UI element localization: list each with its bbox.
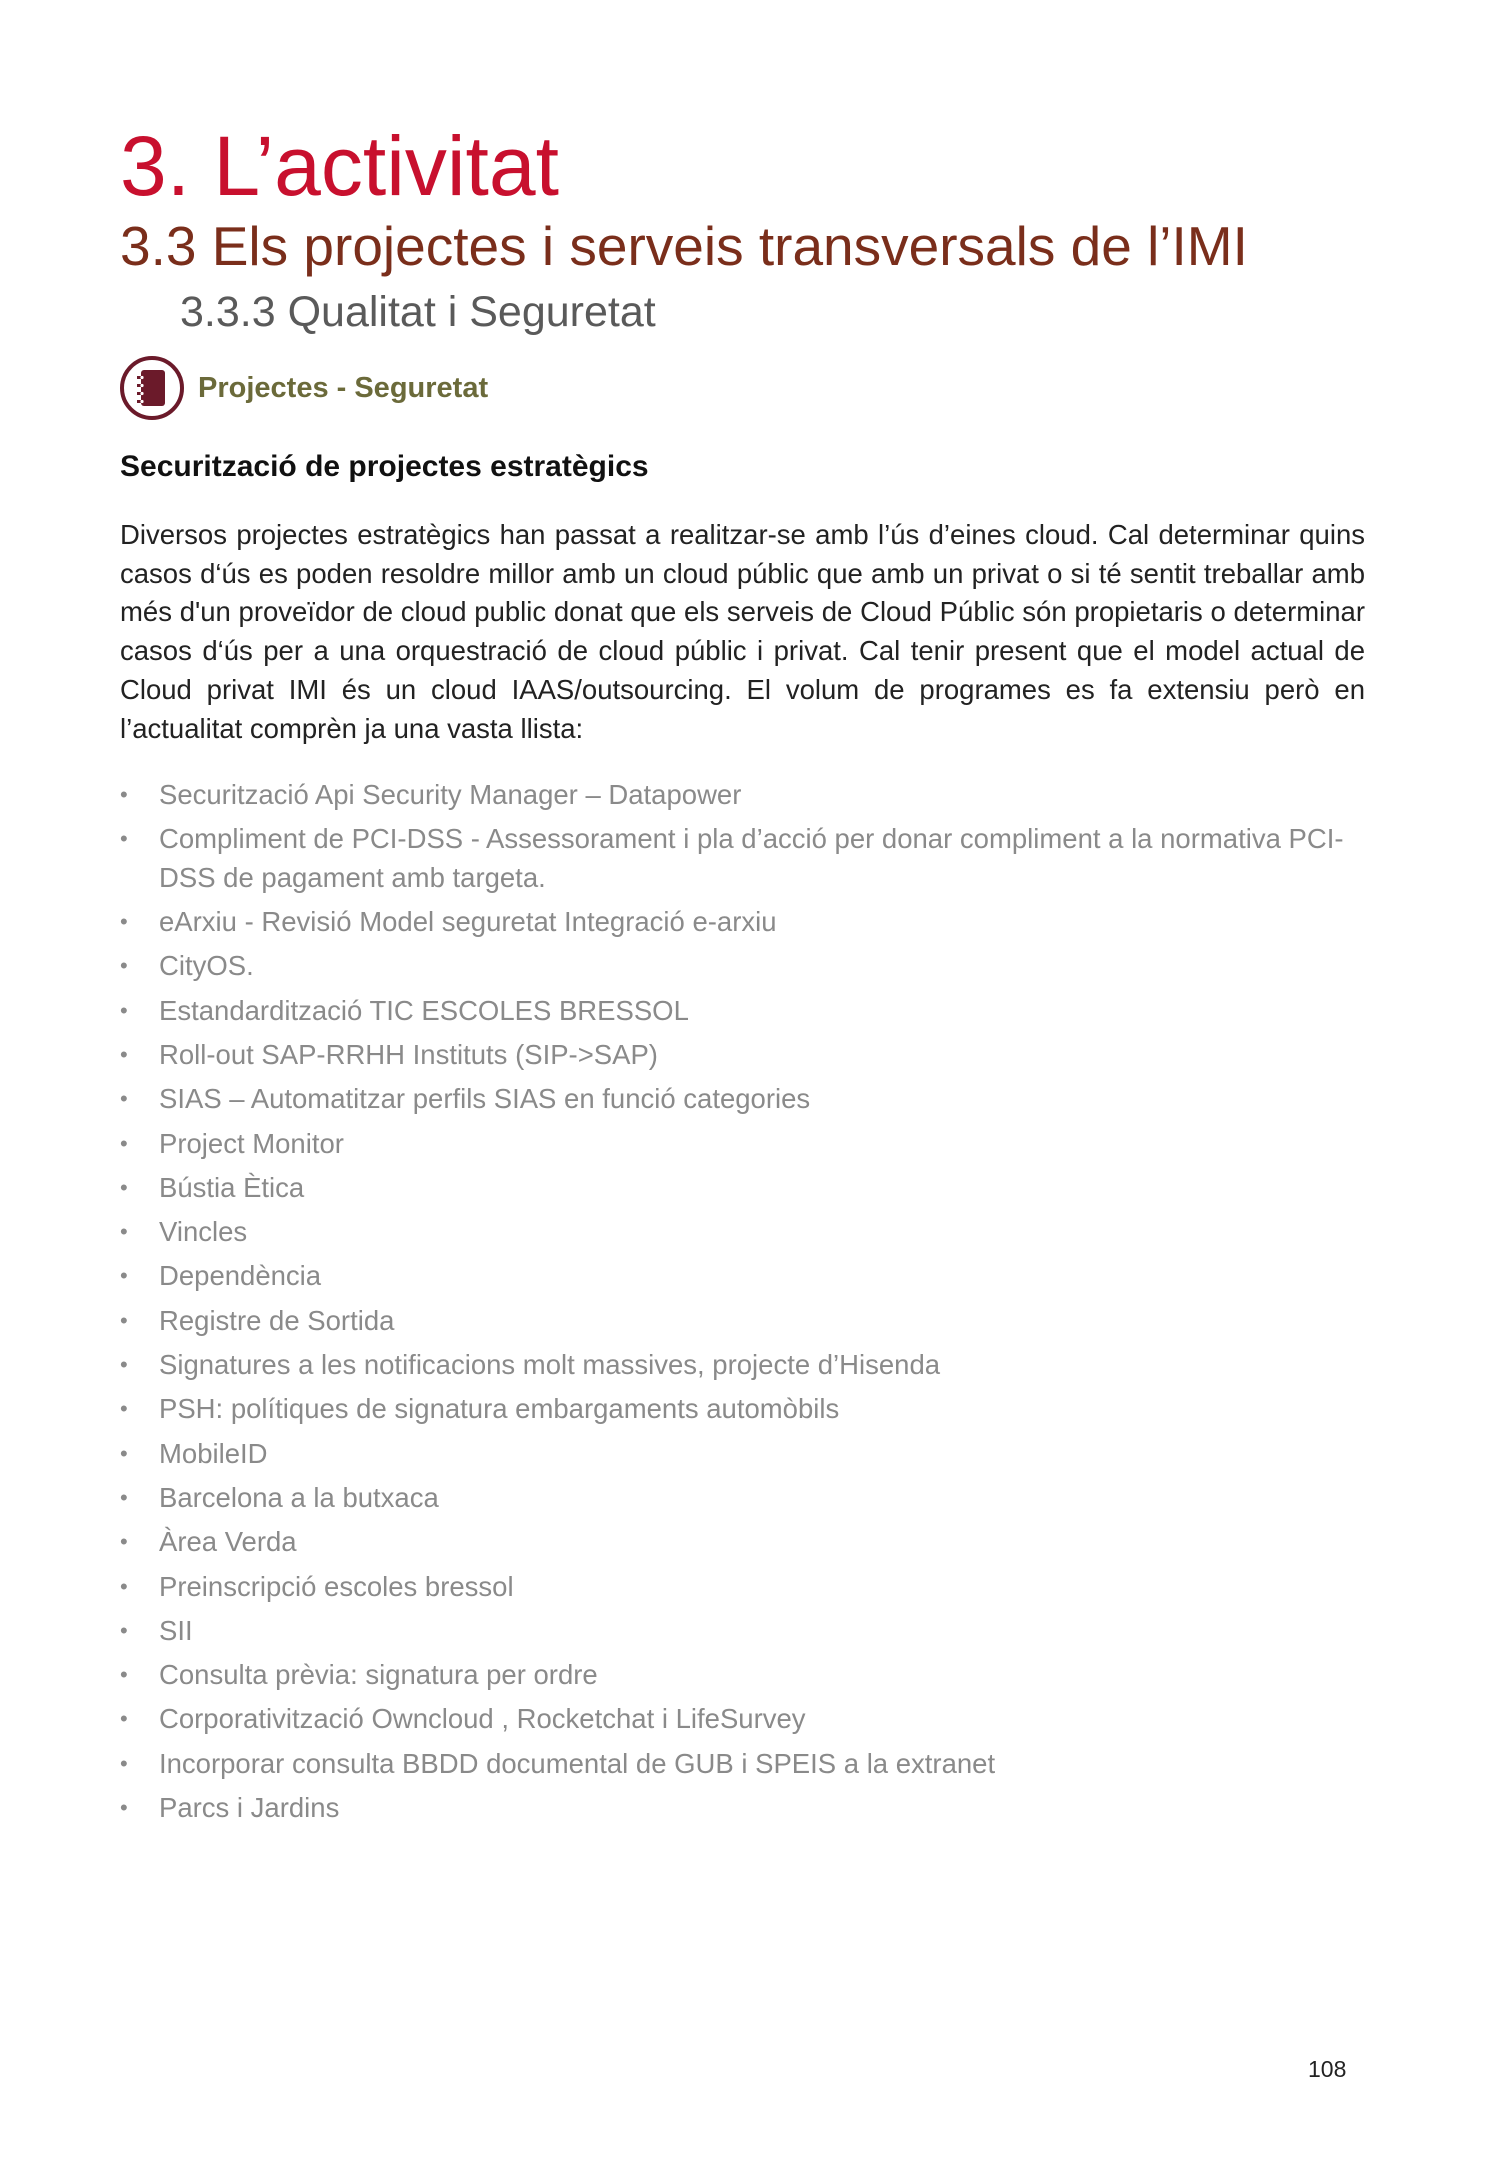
list-item: • Consulta prèvia: signatura per ordre [120, 1656, 1370, 1695]
list-item: • Compliment de PCI-DSS - Assessorament i pla d’acció per donar compliment a la normativa PCI-DSS de pagament amb targeta. [120, 820, 1370, 897]
list-item: • Parcs i Jardins [120, 1789, 1370, 1828]
list-item: • CityOS. [120, 947, 1370, 986]
list-item: • Àrea Verda [120, 1523, 1370, 1562]
list-item: • Roll-out SAP-RRHH Instituts (SIP->SAP) [120, 1036, 1370, 1075]
list-item: • Dependència [120, 1257, 1370, 1296]
list-item: • Corporativització Owncloud , Rocketchat i LifeSurvey [120, 1700, 1370, 1739]
list-item: • MobileID [120, 1435, 1370, 1474]
category-tag-label: Projectes - Seguretat [198, 371, 489, 404]
list-item: • Barcelona a la butxaca [120, 1479, 1370, 1518]
subsection-title: 3.3.3 Qualitat i Seguretat [180, 288, 656, 336]
list-item: • Registre de Sortida [120, 1302, 1370, 1341]
chapter-title: 3. L’activitat [120, 119, 559, 213]
list-item: • eArxiu - Revisió Model seguretat Integració e-arxiu [120, 903, 1370, 942]
list-item: • Signatures a les notificacions molt massives, projecte d’Hisenda [120, 1346, 1370, 1385]
notebook-icon [120, 356, 184, 420]
list-item: • Estandardització TIC ESCOLES BRESSOL [120, 992, 1370, 1031]
list-item: • SIAS – Automatitzar perfils SIAS en funció categories [120, 1080, 1370, 1119]
content-heading: Securització de projectes estratègics [120, 450, 649, 483]
intro-paragraph: Diversos projectes estratègics han passat a realitzar-se amb l’ús d’eines cloud. Cal determinar quins casos d‘ús es poden resoldre millor amb un cloud públic que amb un privat o si té sentit treballar amb més d'un proveïdor de cloud public donat que els serveis de Cloud Públic són propietaris o determinar casos d‘ús per a una orquestració de cloud públic i privat. Cal tenir present que el model actual de Cloud privat IMI és un cloud IAAS/outsourcing. El volum de programes es fa extensiu però en l’actualitat comprèn ja una vasta llista: [120, 519, 1365, 744]
category-tag [120, 354, 488, 422]
page-number: 108 [1308, 2056, 1347, 2082]
section-title: 3.3 Els projectes i serveis transversals de l’IMI [120, 215, 1248, 277]
list-item: • Preinscripció escoles bressol [120, 1568, 1370, 1607]
list-item: • Project Monitor [120, 1125, 1370, 1164]
list-item: • Bústia Ètica [120, 1169, 1370, 1208]
list-item: • SII [120, 1612, 1370, 1651]
list-item: • Incorporar consulta BBDD documental de GUB i SPEIS a la extranet [120, 1745, 1370, 1784]
project-list [120, 776, 1370, 1833]
list-item: • Securització Api Security Manager – Datapower [120, 776, 1370, 815]
list-item: • PSH: polítiques de signatura embargaments automòbils [120, 1390, 1370, 1429]
list-item: • Vincles [120, 1213, 1370, 1252]
